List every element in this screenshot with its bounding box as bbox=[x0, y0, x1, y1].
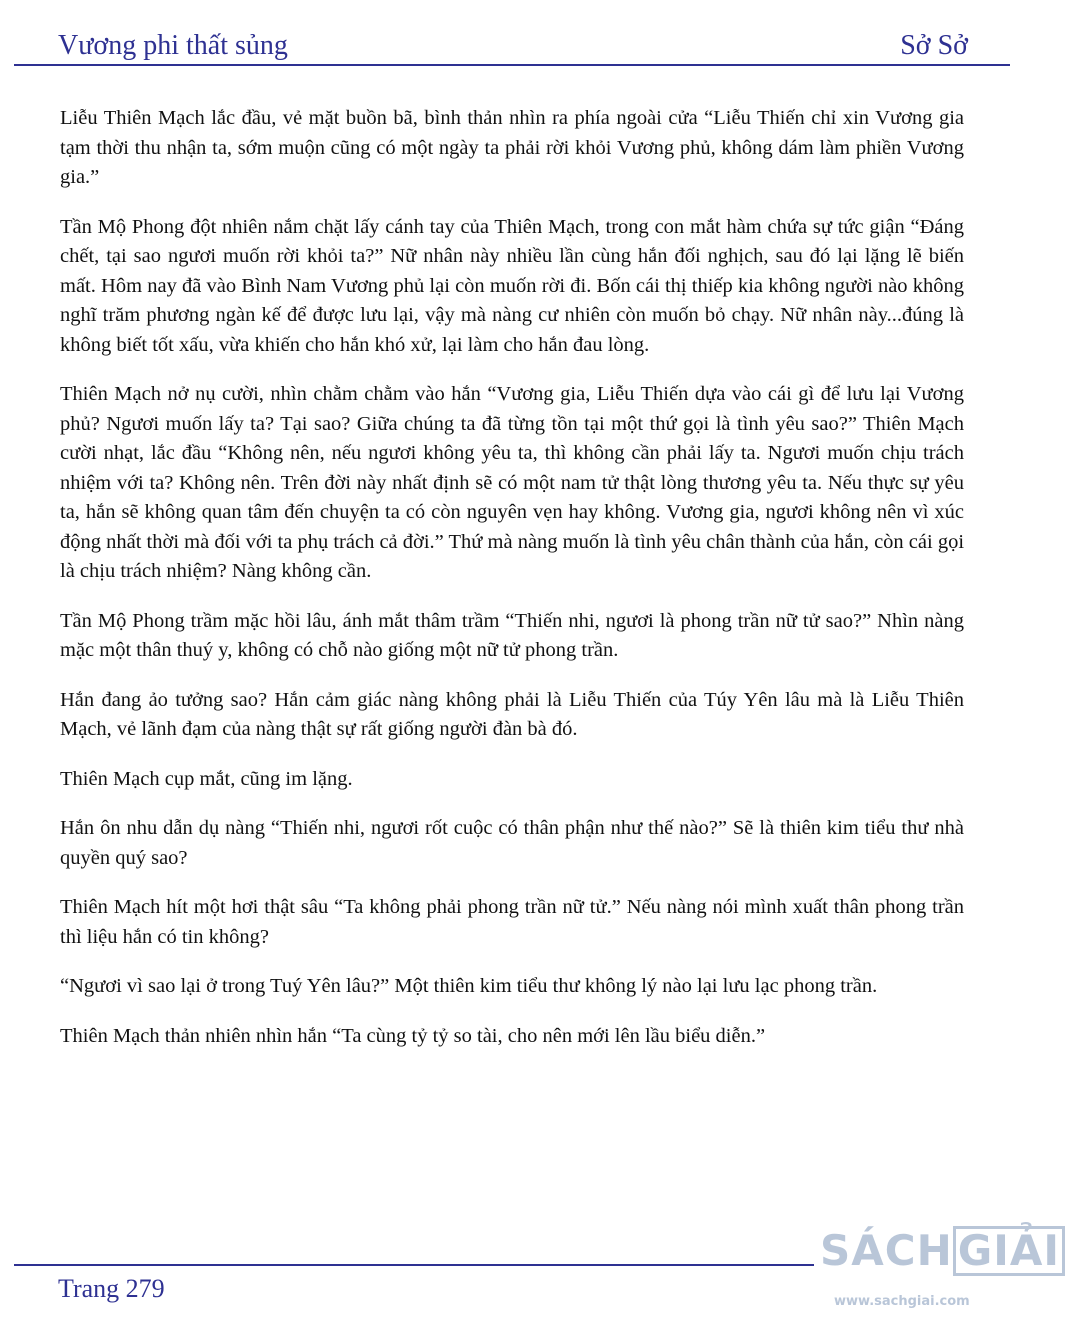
paragraph: Tần Mộ Phong đột nhiên nắm chặt lấy cánh tay của Thiên Mạch, trong con mắt hàm chứa sự tức giận “Đáng chết, tại sao ngươi muốn rời khỏi ta?” Nữ nhân này nhiều lần cùng hắn đối nghịch, sau đó lại lặng lẽ biến mất. Hôm nay đã vào Bình Nam Vương phủ lại còn muốn rời đi. Bốn cái thị thiếp kia không người nào không nghĩ trăm phương ngàn kế để được lưu lại, vậy mà nàng cư nhiên còn muốn bỏ chạy. Nữ nhân này...đúng là không biết tốt xấu, vừa khiến cho hắn khó xử, lại làm cho hắn đau lòng. bbox=[60, 215, 964, 356]
page-number: Trang 279 bbox=[58, 1274, 165, 1303]
paragraph: Thiên Mạch nở nụ cười, nhìn chằm chằm vào hắn “Vương gia, Liễu Thiến dựa vào cái gì để lưu lại Vương phủ? Ngươi muốn lấy ta? Tại sao? Giữa chúng ta đã từng tồn tại một thứ gọi là tình yêu sao?” Thiên Mạch cười nhạt, lắc đầu “Không nên, nếu ngươi không yêu ta, thì không cần phải lấy ta. Ngươi muốn chịu trách nhiệm với ta? Không nên. Trên đời này nhất định sẽ có một nam tử thật lòng thương yêu ta. Nếu thực sự yêu ta, hắn sẽ không quan tâm đến chuyện ta có còn nguyên vẹn hay không. Vương gia, ngươi không nên vì xúc động nhất thời mà đối với ta phụ trách cả đời.” Thứ mà nàng muốn là tình yêu chân thành của hắn, còn cái gọi là chịu trách nhiệm? Nàng không cần. bbox=[60, 383, 965, 582]
paragraph: Liễu Thiên Mạch lắc đầu, vẻ mặt buồn bã, bình thản nhìn ra phía ngoài cửa “Liễu Thiến chỉ xin Vương gia tạm thời thu nhận ta, sớm muộn cũng có một ngày ta phải rời khỏi Vương phủ, không dám làm phiền Vương gia.” bbox=[60, 107, 964, 188]
paragraph: Hắn đang ảo tưởng sao? Hắn cảm giác nàng không phải là Liễu Thiến của Túy Yên lâu mà là Liễu Thiên Mạch, vẻ lãnh đạm của nàng thật sự rất giống người đàn bà đó. bbox=[60, 688, 964, 740]
header-divider bbox=[14, 64, 1010, 66]
book-title: Vương phi thất sủng bbox=[58, 30, 288, 61]
paragraph: Tần Mộ Phong trầm mặc hồi lâu, ánh mắt thâm trầm “Thiến nhi, ngươi là phong trần nữ tử sao?” Nhìn nàng mặc một thân thuý y, không có chỗ nào giống một nữ tử phong trần. bbox=[60, 609, 964, 661]
footer-divider bbox=[14, 1264, 814, 1266]
watermark-url: www.sachgiai.com bbox=[834, 1294, 970, 1309]
watermark-logo bbox=[820, 1226, 1060, 1316]
watermark-logo-text bbox=[820, 1226, 1065, 1276]
watermark-logo-boxed: GIẢI bbox=[953, 1226, 1065, 1276]
book-author: Sở Sở bbox=[900, 30, 968, 61]
page-header bbox=[58, 26, 968, 62]
paragraph: Thiên Mạch thản nhiên nhìn hắn “Ta cùng tỷ tỷ so tài, cho nên mới lên lầu biểu diễn.” bbox=[60, 1024, 766, 1047]
page-body bbox=[60, 104, 964, 1071]
paragraph: Thiên Mạch cụp mắt, cũng im lặng. bbox=[60, 767, 353, 790]
paragraph: Thiên Mạch hít một hơi thật sâu “Ta không phải phong trần nữ tử.” Nếu nàng nói mình xuất thân phong trần thì liệu hắn có tin không? bbox=[60, 896, 964, 948]
paragraph: “Ngươi vì sao lại ở trong Tuý Yên lâu?” Một thiên kim tiểu thư không lý nào lại lưu lạc phong trần. bbox=[60, 975, 878, 997]
watermark-logo-left: SÁCH bbox=[820, 1226, 953, 1275]
paragraph: Hắn ôn nhu dẫn dụ nàng “Thiến nhi, ngươi rốt cuộc có thân phận như thế nào?” Sẽ là thiên kim tiểu thư nhà quyền quý sao? bbox=[60, 817, 964, 869]
